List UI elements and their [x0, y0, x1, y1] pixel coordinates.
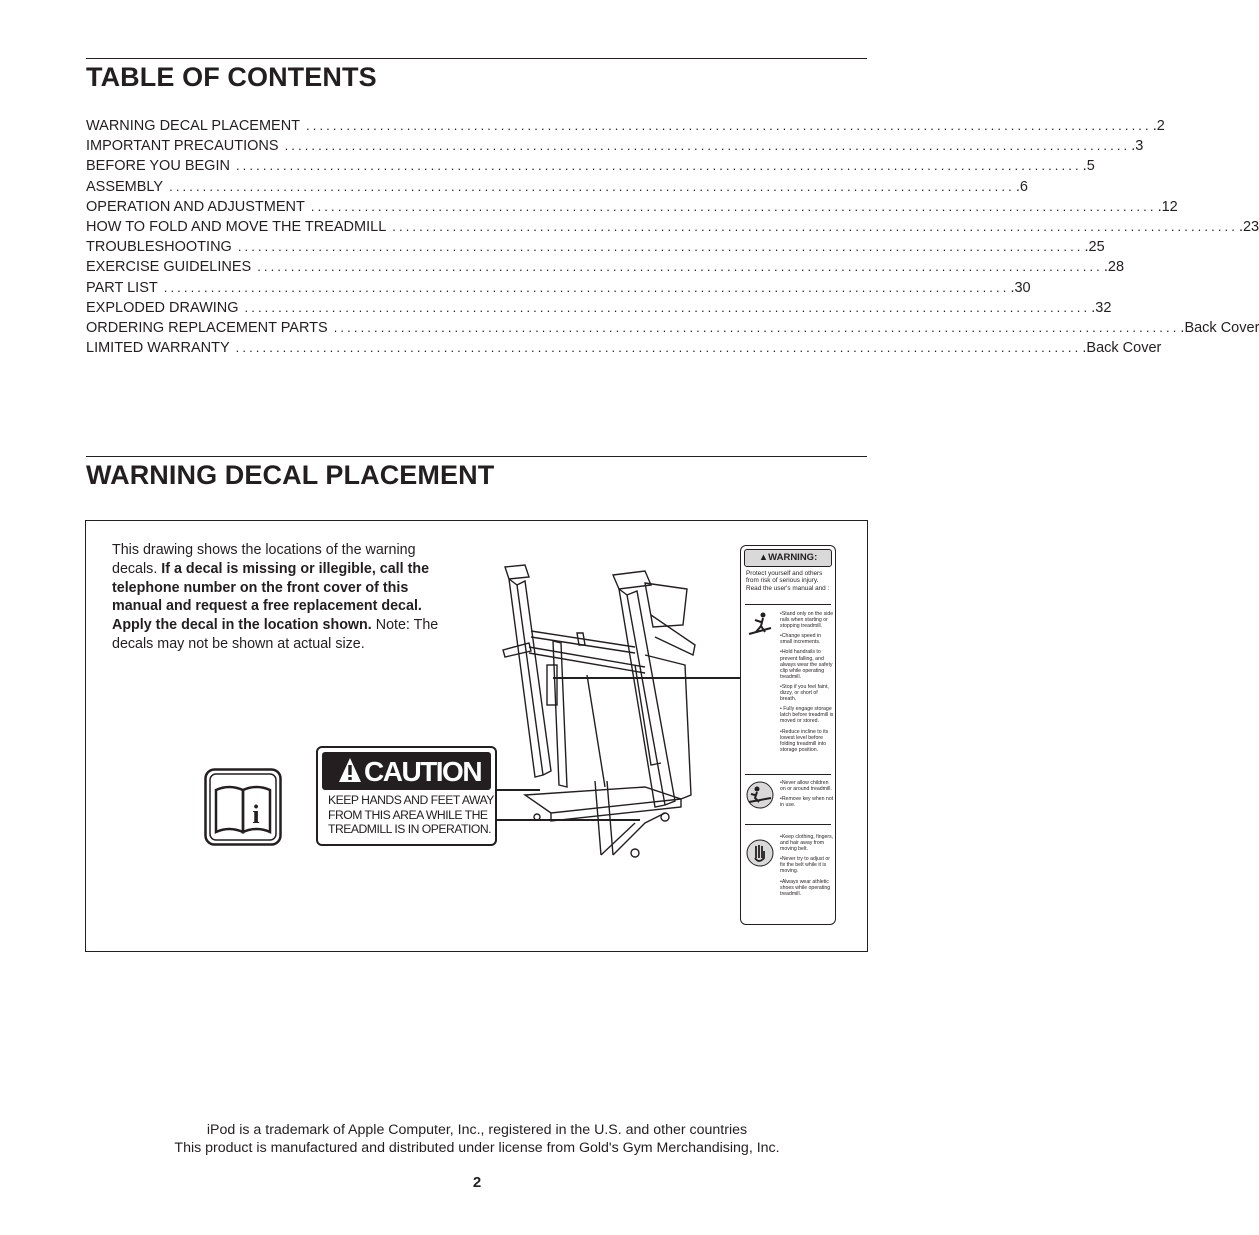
svg-text:i: i: [252, 800, 260, 829]
decal-section-heading: WARNING DECAL PLACEMENT: [86, 460, 495, 490]
trademark-notice: iPod is a trademark of Apple Computer, Inc., registered in the U.S. and other countries: [206, 1122, 748, 1138]
read-manual-icon: [204, 768, 282, 846]
keep-hands-away-icon: [745, 838, 775, 868]
treadmill-illustration: [495, 555, 755, 865]
toc-entry[interactable]: BEFORE YOU BEGIN .............................................................................................................................. .5: [86, 158, 1095, 175]
warning-decal-header: ▲WARNING:: [744, 549, 832, 567]
section-rule: [86, 456, 867, 457]
warning-decal-intro: Protect yourself and others from risk of serious injury. Read the user's manual and :: [746, 570, 830, 592]
toc-entry[interactable]: EXPLODED DRAWING .............................................................................................................................. .32: [86, 299, 1112, 316]
toc-entry[interactable]: HOW TO FOLD AND MOVE THE TREADMILL .............................................................................................................................. .23: [86, 218, 1259, 235]
toc-entry[interactable]: ASSEMBLY .............................................................................................................................. .6: [86, 178, 1028, 195]
toc-entry[interactable]: IMPORTANT PRECAUTIONS .............................................................................................................................. .3: [86, 138, 1144, 155]
warning-triangle-icon: [338, 757, 362, 783]
stand-on-rails-icon: [745, 610, 775, 640]
warning-decal: ▲WARNING: Protect yourself and others from risk of serious injury. Read the user's manual and : •Stand only on the side rails when starting or stopping treadmill. •Change speed in small increments. •Hold handrails to prevent falling, and always wear the safety clip while operating treadmill. •Stop if you feel faint, dizzy, or short of breath. • Fully engage storage latch before treadmill is moved or stored. •Reduce incline to its lowest level before folding treadmill into storage position. •Never allow children on or around treadmill. •Remove key when not in use. •Keep clothing, fingers, and hair away from moving belt. •Never try to adjust or fix the belt while it is moving. •Always wear athletic shoes while operating treadmill.: [740, 545, 836, 925]
no-children-icon: [745, 780, 775, 810]
toc-heading: TABLE OF CONTENTS: [86, 62, 377, 92]
caution-word: CAUTION: [364, 756, 482, 787]
toc-entry[interactable]: TROUBLESHOOTING .............................................................................................................................. .25: [86, 239, 1105, 256]
top-rule: [86, 58, 867, 59]
caution-text: KEEP HANDS AND FEET AWAY FROM THIS AREA WHILE THE TREADMILL IS IN OPERATION.: [328, 793, 494, 836]
caution-decal: [316, 746, 497, 846]
toc-entry[interactable]: LIMITED WARRANTY .............................................................................................................................. .Back Cover: [86, 340, 1162, 357]
decal-intro-text: This drawing shows the locations of the warning decals. If a decal is missing or illegible, call the telephone number on the front cover of this manual and request a free replacement decal. Apply the decal in the location shown. Note: The decals may not be shown at actual size.: [112, 542, 439, 652]
caution-header: [322, 752, 491, 790]
page-number: 2: [472, 1174, 482, 1191]
toc-entry[interactable]: EXERCISE GUIDELINES .............................................................................................................................. .28: [86, 259, 1125, 276]
toc-list: [86, 118, 1259, 360]
toc-entry[interactable]: WARNING DECAL PLACEMENT .............................................................................................................................. .2: [86, 118, 1165, 134]
license-notice: This product is manufactured and distributed under license from Gold's Gym Merchandising, Inc.: [174, 1140, 780, 1156]
toc-entry[interactable]: PART LIST .............................................................................................................................. .30: [86, 279, 1031, 296]
toc-entry[interactable]: ORDERING REPLACEMENT PARTS .............................................................................................................................. .Back Cover: [86, 319, 1259, 336]
toc-entry[interactable]: OPERATION AND ADJUSTMENT .............................................................................................................................. .12: [86, 198, 1178, 215]
